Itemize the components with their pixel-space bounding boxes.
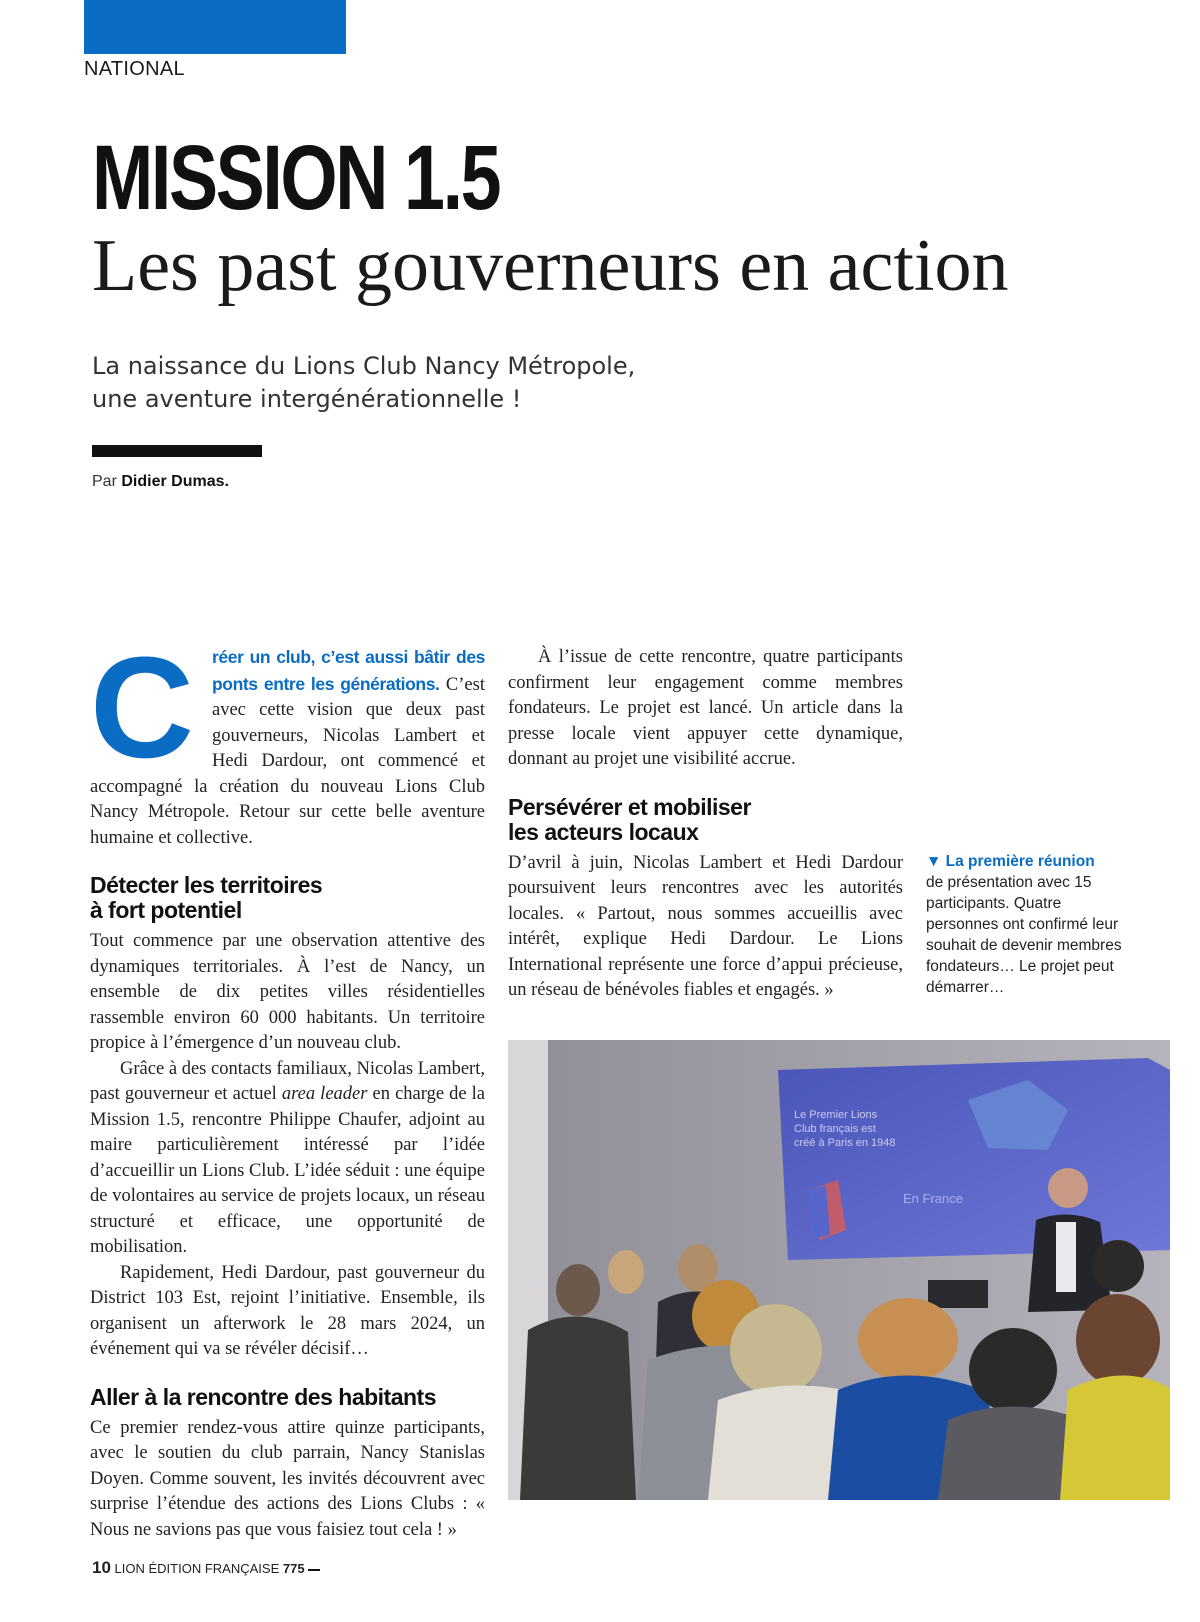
audience-head-9 [1092, 1240, 1144, 1292]
audience-body-1 [520, 1316, 636, 1500]
audience-head-1 [556, 1264, 600, 1316]
slide-line-1: Le Premier Lions [794, 1109, 878, 1121]
lead-paragraph [90, 627, 485, 851]
audience-body-8 [1060, 1375, 1170, 1500]
subheading-territories-line-2: à fort potentiel [90, 897, 242, 923]
subheading-territories [90, 873, 485, 923]
byline [92, 473, 229, 491]
intro-line-1: La naissance du Lions Club Nancy Métropole, [92, 352, 636, 380]
audience-head-3 [608, 1250, 644, 1294]
meeting-photo [508, 1040, 1170, 1500]
section-color-bar [84, 0, 346, 54]
paragraph-1: Tout commence par une observation attentive des dynamiques territoriales. À l’est de Nancy, un ensemble de dix petites villes résidentielles rassemble environ 60 000 habitants. Un territoire propice à l’émergence d’un nouveau club. [90, 931, 485, 1053]
projector-laptop [928, 1280, 988, 1308]
subheading-persevere [508, 795, 903, 845]
byline-prefix: Par [92, 473, 117, 490]
photo-caption [926, 851, 1126, 998]
slide-heading: En France [903, 1191, 963, 1206]
paragraph-2-part-b: en charge de la Mission 1.5, rencontre Philippe Chaufer, adjoint au maire particulièrement intéressé par l’idée d’accueillir un Lions Club. L’idée séduit : une équipe de volontaires au service de projets locaux, un réseau structuré et efficace, une opportunité de mobilisation. [90, 1084, 485, 1257]
intro-text [92, 350, 792, 416]
paragraph-2-part-a: Grâce à des contacts familiaux, Nicolas Lambert, past gouverneur et actuel [90, 1058, 485, 1104]
lead-rest: C’est avec cette vision que deux past gouverneurs, Nicolas Lambert et Hedi Dardour, ont commencé et accompagné la création du nouveau Lions Club Nancy Métropole. Retour sur cette belle aventure humaine et collective. [90, 674, 485, 848]
footer-dash [308, 1569, 320, 1571]
caption-text: de présentation avec 15 participants. Quatre personnes ont confirmé leur souhait de devenir membres fondateurs… Le projet peut démarrer… [926, 874, 1122, 996]
lead-highlight: réer un club, c’est aussi bâtir des ponts entre les générations. [212, 647, 485, 694]
subheading-persevere-line-1: Persévérer et mobiliser [508, 793, 751, 820]
slide-line-2: Club français est [794, 1123, 876, 1135]
caption-title: ▼ La première réunion [926, 853, 1095, 870]
page-footer [92, 1558, 320, 1578]
paragraph-3: Rapidement, Hedi Dardour, past gouverneur du District 103 Est, rejoint l’initiative. Ensemble, ils organisent un afterwork le 28 mars 2024, un événement qui va se révéler décisif… [90, 1262, 485, 1359]
page-number: 10 [92, 1558, 111, 1577]
audience-head-8 [1076, 1294, 1160, 1386]
issue-number: 775 [282, 1561, 305, 1576]
paragraph-2 [90, 1057, 485, 1261]
subheading-territories-line-1: Détecter les territoires [90, 872, 323, 898]
audience-head-6 [858, 1298, 958, 1382]
drop-cap: C [90, 627, 194, 788]
slide-line-3: créé à Paris en 1948 [794, 1137, 896, 1149]
byline-author: Didier Dumas. [121, 473, 229, 490]
subheading-persevere-line-2: les acteurs locaux [508, 818, 699, 845]
article-column-left [90, 627, 485, 1543]
page-subtitle: Les past gouverneurs en action [92, 225, 1009, 307]
presenter-head [1048, 1168, 1088, 1208]
intro-line-2: une aventure intergénérationnelle ! [92, 385, 522, 413]
paragraph-2-emphasis: area leader [281, 1084, 368, 1104]
subheading-meet-residents-text: Aller à la rencontre des habitants [90, 1383, 437, 1410]
paragraph-6: D’avril à juin, Nicolas Lambert et Hedi Dardour poursuivent leurs rencontres avec les autorités locales. « Partout, nous sommes accueillis avec intérêt, explique Hedi Dardour. Le Lions International représente une force d’appui précieuse, un réseau de bénévoles fiables et engagés. » [508, 852, 903, 1000]
paragraph-4: Ce premier rendez-vous attire quinze participants, avec le soutien du club parrain, Nancy Stanislas Doyen. Comme souvent, les invités découvrent avec surprise l’étendue des actions des Lions Clubs : « Nous ne savions pas que vous faisiez tout cela ! » [90, 1417, 485, 1540]
section-label: NATIONAL [84, 58, 185, 80]
publication-name: LION ÉDITION FRANÇAISE [114, 1561, 280, 1576]
presenter-shirt [1056, 1222, 1076, 1292]
intro-divider [92, 445, 262, 457]
audience-head-5 [730, 1304, 822, 1396]
page-title: MISSION 1.5 [92, 127, 500, 229]
article-column-middle [508, 645, 903, 1004]
paragraph-5: À l’issue de cette rencontre, quatre participants confirment leur engagement comme membres fondateurs. Le projet est lancé. Un article dans la presse locale vient appuyer cette dynamique, donnant au projet une visibilité accrue. [508, 647, 903, 769]
audience-head-7 [969, 1328, 1057, 1412]
meeting-photo-illustration [508, 1040, 1170, 1500]
subheading-meet-residents [90, 1385, 485, 1410]
